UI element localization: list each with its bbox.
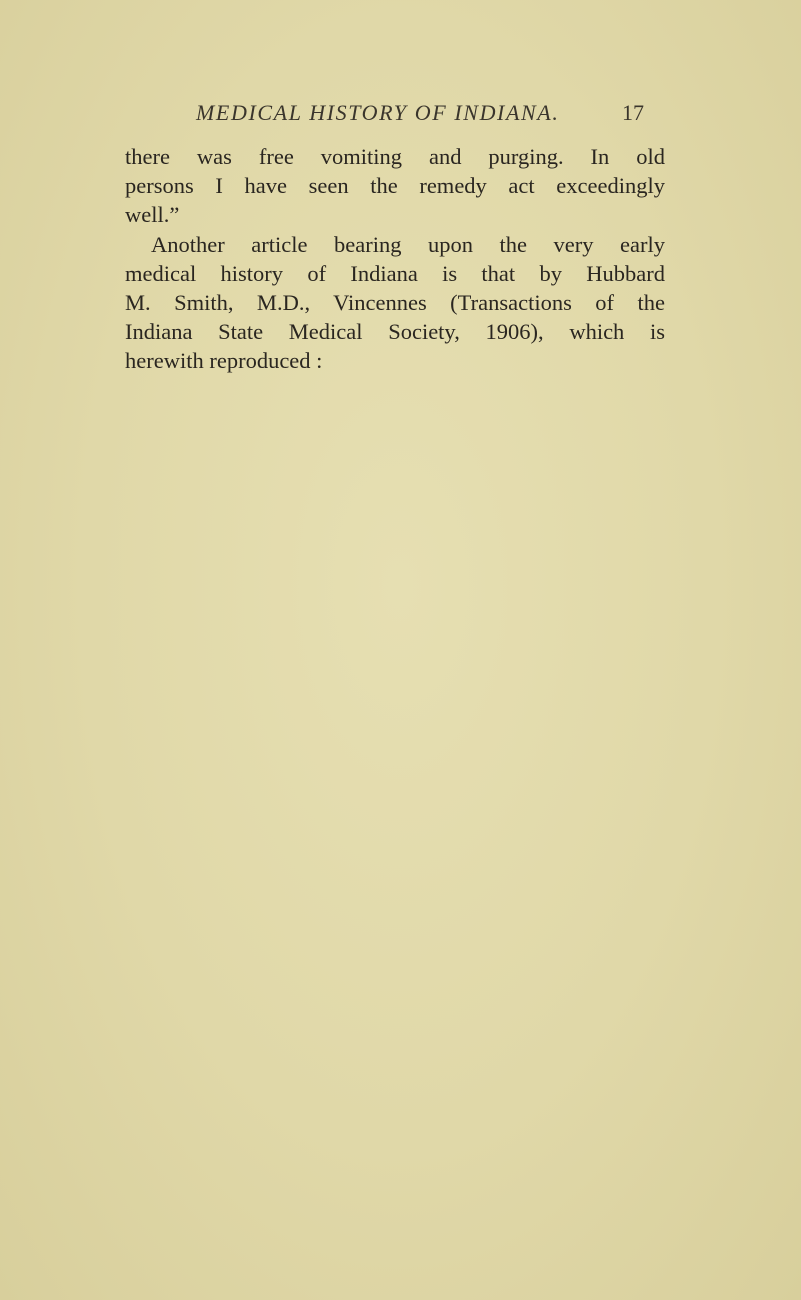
body-text	[125, 142, 665, 376]
running-head	[196, 100, 656, 140]
text-line: well.”	[125, 202, 180, 228]
text-line: herewith reproduced :	[125, 348, 323, 374]
text-line: Indiana State Medical Society, 1906), which is	[125, 319, 665, 345]
page-number: 17	[622, 100, 644, 125]
running-title: MEDICAL HISTORY OF INDIANA.	[196, 100, 560, 125]
text-line: medical history of Indiana is that by Hubbard	[125, 260, 665, 286]
text-line: Another article bearing upon the very early	[151, 231, 665, 257]
text-line: there was free vomiting and purging. In old	[125, 144, 665, 169]
text-line: persons I have seen the remedy act exceedingly	[125, 173, 665, 199]
text-line: M. Smith, M.D., Vincennes (Transactions of the	[125, 290, 665, 316]
